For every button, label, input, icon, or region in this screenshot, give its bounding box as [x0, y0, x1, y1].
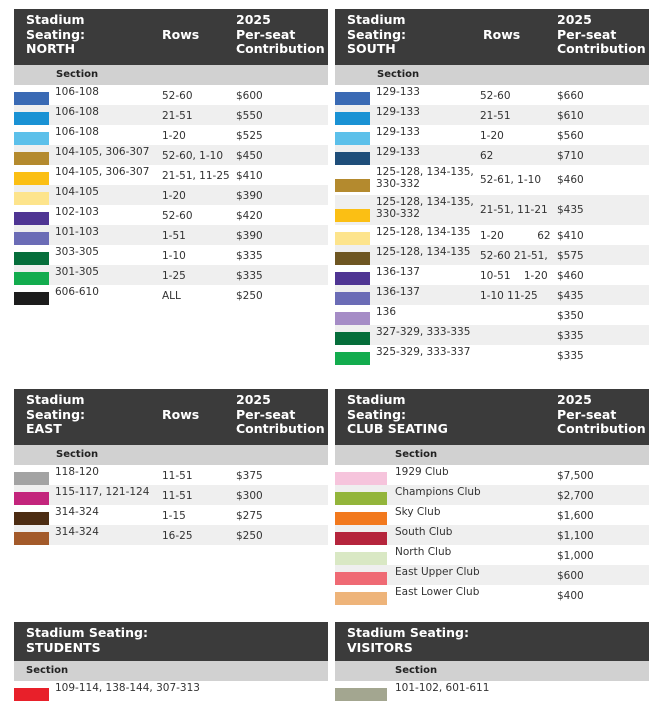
- price-cell: $390: [236, 230, 263, 242]
- north-rows: [14, 85, 328, 305]
- color-swatch: [335, 592, 387, 605]
- color-swatch: [14, 492, 49, 505]
- rows-cell: 1-10 11-25: [480, 290, 538, 302]
- section-cell: Sky Club: [395, 506, 441, 518]
- section-cell: 325-329, 333-337: [376, 346, 471, 358]
- color-swatch: [335, 92, 370, 105]
- rows-cell: 11-51: [162, 470, 193, 482]
- rows-cell: 52-60, 1-10: [162, 150, 224, 162]
- table-row: [14, 285, 328, 305]
- color-swatch: [14, 92, 49, 105]
- east-rows-header: Rows: [162, 407, 200, 422]
- section-cell: 129-133: [376, 86, 420, 98]
- rows-cell: ALL: [162, 290, 181, 302]
- price-cell: $1,100: [557, 530, 594, 542]
- section-cell: 101-103: [55, 226, 99, 238]
- section-cell: 101-102, 601-611: [395, 682, 490, 694]
- north-title: Stadium Seating: NORTH: [26, 12, 86, 56]
- south-rows: [335, 85, 649, 365]
- table-row: [335, 585, 649, 605]
- color-swatch: [14, 292, 49, 305]
- south-seating-panel: [335, 9, 649, 365]
- table-row: [14, 165, 328, 185]
- table-row: [335, 125, 649, 145]
- east-title: Stadium Seating: EAST: [26, 392, 86, 436]
- rows-cell: 21-51, 11-25: [162, 170, 230, 182]
- table-row: [14, 205, 328, 225]
- section-cell: 314-324: [55, 526, 99, 538]
- section-cell: 129-133: [376, 126, 420, 138]
- club-section-header: Section: [335, 445, 649, 465]
- price-cell: $275: [236, 510, 263, 522]
- table-row: [14, 225, 328, 245]
- students-section-header: Section: [14, 661, 328, 681]
- club-title: Stadium Seating: CLUB SEATING: [347, 392, 448, 436]
- rows-cell: 52-61, 1-10: [480, 174, 542, 186]
- color-swatch: [335, 332, 370, 345]
- color-swatch: [335, 572, 387, 585]
- price-cell: $250: [236, 290, 263, 302]
- table-row: [335, 105, 649, 125]
- section-cell: 109-114, 138-144, 307-313: [55, 682, 200, 694]
- rows-cell: 16-25: [162, 530, 193, 542]
- table-row: [14, 185, 328, 205]
- section-cell: East Upper Club: [395, 566, 480, 578]
- section-cell: 136-137: [376, 266, 420, 278]
- north-rows-header: Rows: [162, 27, 200, 42]
- price-cell: $2,700: [557, 490, 594, 502]
- section-cell: 102-103: [55, 206, 99, 218]
- color-swatch: [335, 532, 387, 545]
- rows-cell: 1-20: [162, 190, 186, 202]
- club-rows: [335, 465, 649, 605]
- south-header: [335, 9, 649, 65]
- table-row: [335, 565, 649, 585]
- section-cell: 301-305: [55, 266, 99, 278]
- rows-cell: 52-60 21-51,: [480, 250, 548, 262]
- table-row: [14, 125, 328, 145]
- price-cell: $525: [236, 130, 263, 142]
- club-header: [335, 389, 649, 445]
- section-cell: 327-329, 333-335: [376, 326, 471, 338]
- price-cell: $335: [236, 270, 263, 282]
- table-row: [14, 105, 328, 125]
- section-cell: East Lower Club: [395, 586, 480, 598]
- rows-cell: 52-60: [162, 90, 193, 102]
- east-header: [14, 389, 328, 445]
- color-swatch: [14, 512, 49, 525]
- visitors-header: [335, 622, 649, 661]
- price-cell: $250: [236, 530, 263, 542]
- rows-cell: 21-51: [162, 110, 193, 122]
- price-cell: $575: [557, 250, 584, 262]
- club-seating-panel: [335, 389, 649, 605]
- rows-cell: 1-10: [162, 250, 186, 262]
- color-swatch: [14, 192, 49, 205]
- section-cell: 106-108: [55, 126, 99, 138]
- east-price-header: 2025 Per-seat Contribution: [236, 392, 325, 436]
- price-cell: $660: [557, 90, 584, 102]
- south-section-header: Section: [335, 65, 649, 85]
- section-cell: 314-324: [55, 506, 99, 518]
- table-row: [14, 265, 328, 285]
- section-cell: 125-128, 134-135: [376, 246, 471, 258]
- north-seating-panel: [14, 9, 328, 305]
- color-swatch: [335, 209, 370, 222]
- club-price-header: 2025 Per-seat Contribution: [557, 392, 646, 436]
- color-swatch: [335, 312, 370, 325]
- section-cell: 303-305: [55, 246, 99, 258]
- price-cell: $435: [557, 290, 584, 302]
- section-cell: 106-108: [55, 106, 99, 118]
- color-swatch: [14, 232, 49, 245]
- section-cell: 136: [376, 306, 397, 318]
- table-row: [335, 165, 649, 195]
- table-row: [335, 285, 649, 305]
- table-row: [14, 145, 328, 165]
- table-row: [335, 325, 649, 345]
- students-rows: [14, 681, 328, 701]
- price-cell: $375: [236, 470, 263, 482]
- section-cell: 606-610: [55, 286, 99, 298]
- price-cell: $1,000: [557, 550, 594, 562]
- section-cell: North Club: [395, 546, 452, 558]
- color-swatch: [14, 212, 49, 225]
- color-swatch: [14, 272, 49, 285]
- section-cell: 118-120: [55, 466, 99, 478]
- section-cell: 115-117, 121-124: [55, 486, 150, 498]
- north-section-header: Section: [14, 65, 328, 85]
- students-seating-panel: [14, 622, 328, 701]
- rows-cell: 11-51: [162, 490, 193, 502]
- color-swatch: [335, 512, 387, 525]
- price-cell: $460: [557, 270, 584, 282]
- color-swatch: [14, 132, 49, 145]
- section-cell: 104-105, 306-307: [55, 166, 150, 178]
- price-cell: $7,500: [557, 470, 594, 482]
- south-title: Stadium Seating: SOUTH: [347, 12, 407, 56]
- price-cell: $600: [236, 90, 263, 102]
- table-row: [335, 345, 649, 365]
- section-cell: 125-128, 134-135, 330-332: [376, 196, 474, 220]
- color-swatch: [335, 552, 387, 565]
- section-cell: 129-133: [376, 146, 420, 158]
- east-seating-panel: [14, 389, 328, 545]
- section-cell: 129-133: [376, 106, 420, 118]
- price-cell: $460: [557, 174, 584, 186]
- rows-cell: 1-51: [162, 230, 186, 242]
- color-swatch: [335, 179, 370, 192]
- price-cell: $390: [236, 190, 263, 202]
- east-rows: [14, 465, 328, 545]
- table-row: [335, 485, 649, 505]
- students-title: Stadium Seating: STUDENTS: [26, 625, 148, 655]
- table-row: [335, 465, 649, 485]
- price-cell: $600: [557, 570, 584, 582]
- visitors-rows: [335, 681, 649, 701]
- color-swatch: [335, 132, 370, 145]
- rows-cell: 1-25: [162, 270, 186, 282]
- table-row: [14, 245, 328, 265]
- rows-cell: 10-51 1-20: [480, 270, 548, 282]
- visitors-seating-panel: [335, 622, 649, 701]
- color-swatch: [335, 252, 370, 265]
- rows-cell: 21-51, 11-21: [480, 204, 548, 216]
- color-swatch: [14, 112, 49, 125]
- color-swatch: [335, 272, 370, 285]
- table-row: [335, 245, 649, 265]
- table-row: [14, 505, 328, 525]
- rows-cell: 1-20 62: [480, 230, 551, 242]
- color-swatch: [14, 688, 49, 701]
- section-cell: South Club: [395, 526, 453, 538]
- price-cell: $710: [557, 150, 584, 162]
- table-row: [335, 681, 649, 701]
- price-cell: $400: [557, 590, 584, 602]
- price-cell: $1,600: [557, 510, 594, 522]
- color-swatch: [14, 472, 49, 485]
- table-row: [335, 225, 649, 245]
- table-row: [335, 195, 649, 225]
- color-swatch: [335, 232, 370, 245]
- table-row: [335, 85, 649, 105]
- table-row: [14, 681, 328, 701]
- price-cell: $335: [557, 350, 584, 362]
- table-row: [335, 545, 649, 565]
- color-swatch: [14, 532, 49, 545]
- rows-cell: 52-60: [480, 90, 511, 102]
- south-price-header: 2025 Per-seat Contribution: [557, 12, 646, 56]
- section-cell: 125-128, 134-135, 330-332: [376, 166, 474, 190]
- rows-cell: 1-15: [162, 510, 186, 522]
- north-header: [14, 9, 328, 65]
- rows-cell: 21-51: [480, 110, 511, 122]
- table-row: [14, 85, 328, 105]
- price-cell: $300: [236, 490, 263, 502]
- visitors-section-header: Section: [335, 661, 649, 681]
- section-cell: Champions Club: [395, 486, 481, 498]
- table-row: [335, 525, 649, 545]
- color-swatch: [14, 152, 49, 165]
- visitors-title: Stadium Seating: VISITORS: [347, 625, 469, 655]
- price-cell: $335: [557, 330, 584, 342]
- rows-cell: 52-60: [162, 210, 193, 222]
- table-row: [14, 465, 328, 485]
- price-cell: $410: [236, 170, 263, 182]
- table-row: [335, 265, 649, 285]
- rows-cell: 62: [480, 150, 494, 162]
- price-cell: $550: [236, 110, 263, 122]
- table-row: [335, 305, 649, 325]
- price-cell: $420: [236, 210, 263, 222]
- price-cell: $335: [236, 250, 263, 262]
- table-row: [335, 505, 649, 525]
- color-swatch: [335, 492, 387, 505]
- color-swatch: [335, 152, 370, 165]
- north-price-header: 2025 Per-seat Contribution: [236, 12, 325, 56]
- price-cell: $610: [557, 110, 584, 122]
- price-cell: $410: [557, 230, 584, 242]
- students-header: [14, 622, 328, 661]
- color-swatch: [14, 252, 49, 265]
- section-cell: 125-128, 134-135: [376, 226, 471, 238]
- color-swatch: [335, 352, 370, 365]
- south-rows-header: Rows: [483, 27, 521, 42]
- section-cell: 1929 Club: [395, 466, 449, 478]
- section-cell: 136-137: [376, 286, 420, 298]
- table-row: [335, 145, 649, 165]
- price-cell: $435: [557, 204, 584, 216]
- rows-cell: 1-20: [480, 130, 504, 142]
- color-swatch: [335, 292, 370, 305]
- color-swatch: [14, 172, 49, 185]
- color-swatch: [335, 112, 370, 125]
- price-cell: $350: [557, 310, 584, 322]
- color-swatch: [335, 688, 387, 701]
- price-cell: $560: [557, 130, 584, 142]
- price-cell: $450: [236, 150, 263, 162]
- table-row: [14, 525, 328, 545]
- color-swatch: [335, 472, 387, 485]
- table-row: [14, 485, 328, 505]
- section-cell: 106-108: [55, 86, 99, 98]
- section-cell: 104-105, 306-307: [55, 146, 150, 158]
- rows-cell: 1-20: [162, 130, 186, 142]
- section-cell: 104-105: [55, 186, 99, 198]
- east-section-header: Section: [14, 445, 328, 465]
